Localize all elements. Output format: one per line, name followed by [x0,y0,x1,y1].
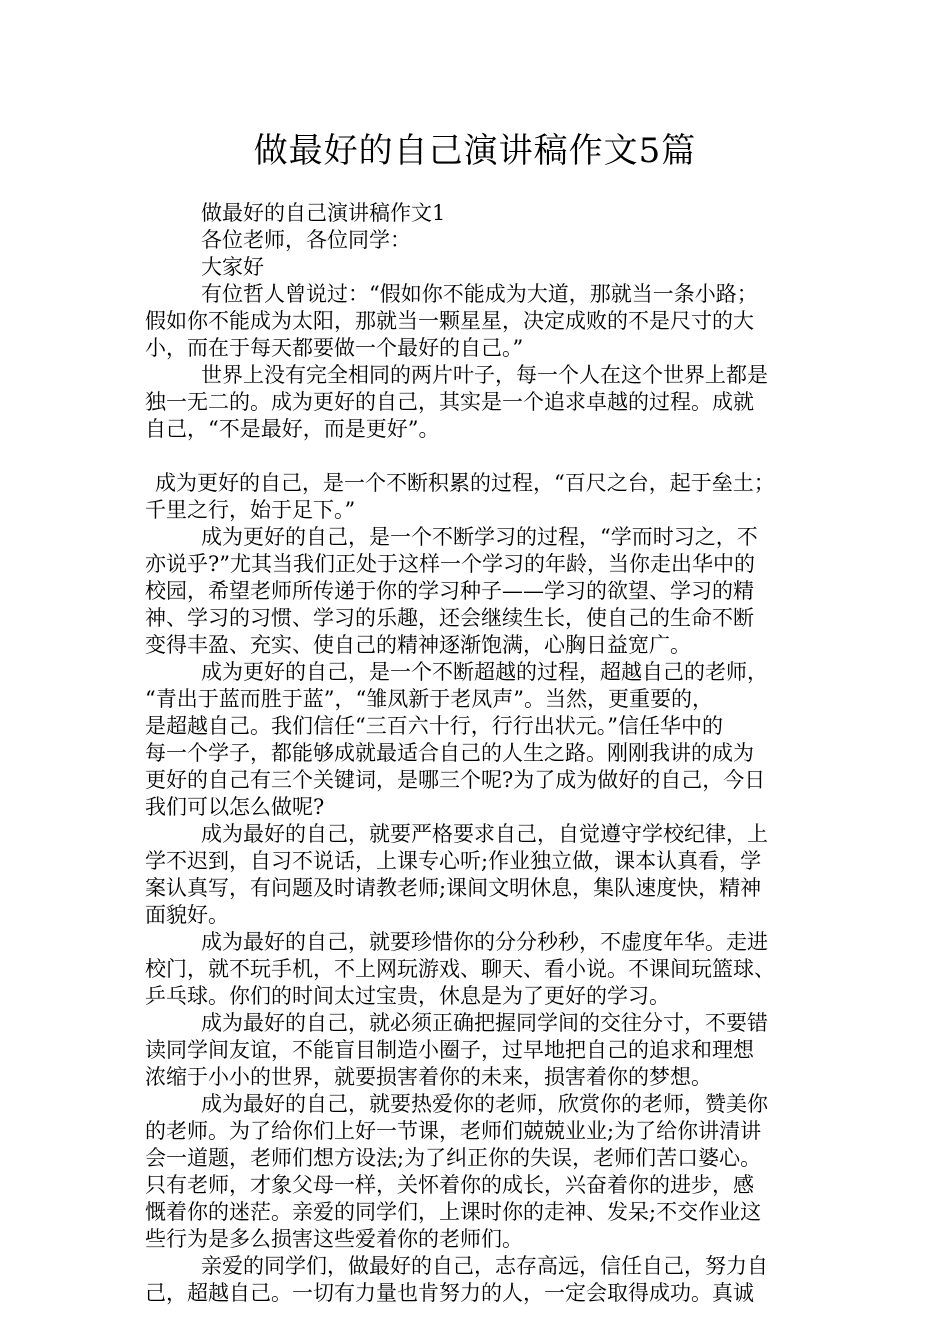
paragraph-line: 只有老师，才象父母一样，关怀着你的成长，兴奋着你的进步，感 [145,1173,754,1197]
paragraph-line: 学不迟到，自习不说话，上课专心听;作业独立做，课本认真看，学 [145,849,762,873]
paragraph-line: 我们可以怎么做呢? [145,795,325,819]
paragraph-line: 成为最好的自己，就要珍惜你的分分秒秒，不虚度年华。走进 [201,930,768,954]
paragraph-line: 千里之行，始于足下。” [145,498,356,522]
paragraph-line: 案认真写，有问题及时请教老师;课间文明休息，集队速度快，精神 [145,876,762,900]
blank-line [145,443,810,470]
paragraph-line: 世界上没有完全相同的两片叶子，每一个人在这个世界上都是 [201,363,768,387]
paragraph-line: 乒乓球。你们的时间太过宝贵，休息是为了更好的学习。 [145,984,670,1008]
paragraph-line: 亦说乎?”尤其当我们正处于这样一个学习的年龄，当你走出华中的 [145,552,755,576]
paragraph-line: 成为更好的自己，是一个不断学习的过程，“学而时习之，不 [201,525,758,549]
section-heading: 做最好的自己演讲稿作文1 [201,201,446,225]
paragraph-line: 自己，“不是最好，而是更好”。 [145,417,440,441]
paragraph-line: “青出于蓝而胜于蓝”，“雏凤新于老凤声”。当然，更重要的， [145,687,713,711]
paragraph-line: 的老师。为了给你们上好一节课，老师们兢兢业业;为了给你讲清讲 [145,1119,762,1143]
salutation: 各位老师，各位同学： [201,228,411,252]
paragraph-line: 每一个学子，都能够成就最适合自己的人生之路。刚刚我讲的成为 [145,741,754,765]
paragraph-line: 更好的自己有三个关键词，是哪三个呢?为了成为做好的自己，今日 [145,768,766,792]
paragraph-line: 校门，就不玩手机，不上网玩游戏、聊天、看小说。不课间玩篮球、 [145,957,775,981]
paragraph-line: 成为最好的自己，就要严格要求自己，自觉遵守学校纪律，上 [201,822,768,846]
paragraph-line: 假如你不能成为太阳，那就当一颗星星，决定成败的不是尺寸的大 [145,309,754,333]
paragraph-line: 己，超越自己。一切有力量也肯努力的人，一定会取得成功。真诚 [145,1281,754,1305]
document-body [145,200,810,1307]
paragraph-line: 成为最好的自己，就要热爱你的老师，欣赏你的老师，赞美你 [201,1092,768,1116]
paragraph-line: 慨着你的迷茫。亲爱的同学们，上课时你的走神、发呆;不交作业这 [145,1200,762,1224]
paragraph-line: 独一无二的。成为更好的自己，其实是一个追求卓越的过程。成就 [145,390,754,414]
paragraph-line: 神、学习的习惯、学习的乐趣，还会继续生长，使自己的生命不断 [145,606,754,630]
paragraph-line: 会一道题，老师们想方设法;为了纠正你的失误，老师们苦口婆心。 [145,1146,762,1170]
paragraph-line: 面貌好。 [145,903,229,927]
paragraph-line: 小，而在于每天都要做一个最好的自己。” [145,336,524,360]
paragraph-line: 读同学间友谊，不能盲目制造小圈子，过早地把自己的追求和理想 [145,1038,754,1062]
greeting: 大家好 [201,255,264,279]
paragraph-line: 亲爱的同学们，做最好的自己，志存高远，信任自己，努力自 [201,1254,768,1278]
paragraph-line: 是超越自己。我们信任“三百六十行，行行出状元。”信任华中的 [145,714,723,738]
paragraph-line: 变得丰盈、充实、使自己的精神逐渐饱满，心胸日益宽广。 [145,633,691,657]
document-title: 做最好的自己演讲稿作文5篇 [253,131,697,171]
paragraph-line: 成为最好的自己，就必须正确把握同学间的交往分寸，不要错 [201,1011,768,1035]
paragraph-line: 浓缩于小小的世界，就要损害着你的未来，损害着你的梦想。 [145,1065,712,1089]
paragraph-line: 有位哲人曾说过：“假如你不能成为大道，那就当一条小路； [201,282,758,306]
paragraph-line: 些行为是多么损害这些爱着你的老师们。 [145,1227,523,1251]
paragraph-line: 校园，希望老师所传递于你的学习种子——学习的欲望、学习的精 [145,579,754,603]
paragraph-line: 成为更好的自己，是一个不断积累的过程，“百尺之台，起于垒土； [155,471,775,495]
paragraph-line: 成为更好的自己，是一个不断超越的过程，超越自己的老师， [201,660,768,684]
